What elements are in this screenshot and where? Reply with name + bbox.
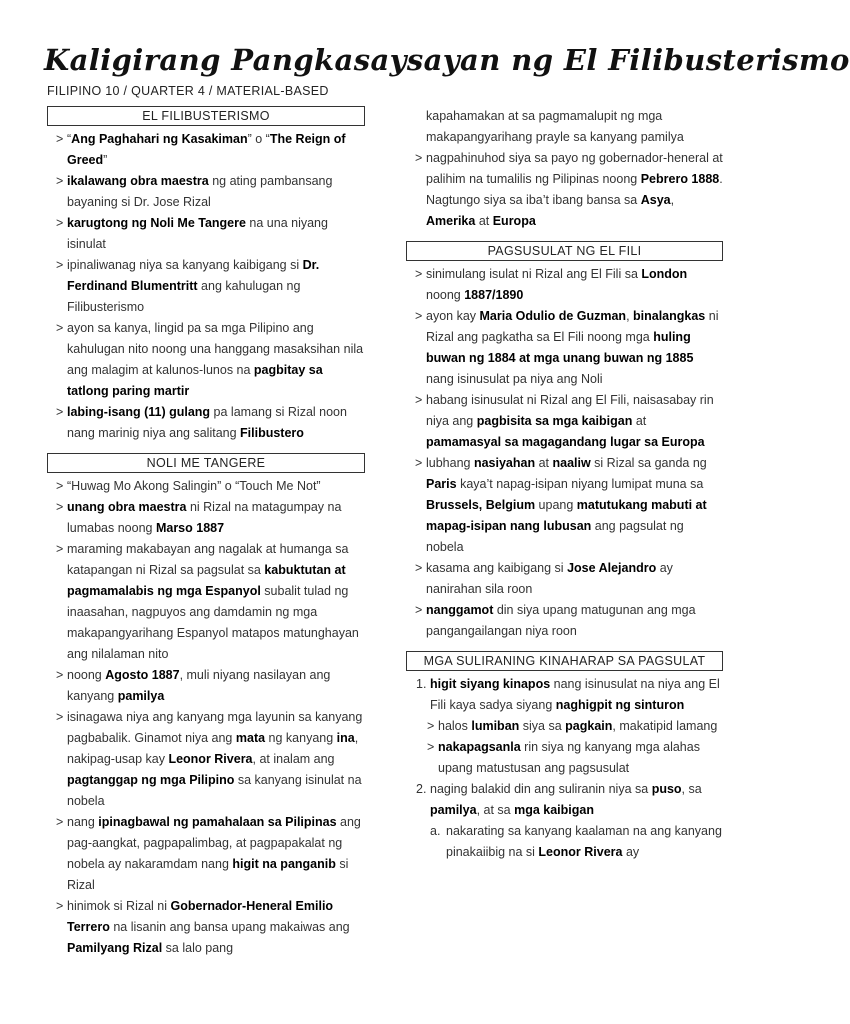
bold-term: matutukang mabuti at mapag-isipan nang lubusan bbox=[426, 498, 707, 533]
text-run: nang bbox=[67, 815, 99, 829]
list-item-text bbox=[67, 710, 362, 808]
bold-term: Europa bbox=[492, 214, 536, 228]
list-item-text bbox=[430, 782, 702, 817]
list-item bbox=[47, 497, 365, 539]
text-run: kapahamakan at sa pagmamalupit ng mga makapangyarihang prayle sa kanyang pamilya bbox=[426, 109, 684, 144]
text-run: pa lamang si Rizal noon nang marinig niya ang salitang bbox=[67, 405, 347, 440]
list-item-text bbox=[67, 815, 361, 892]
bold-term: puso bbox=[651, 782, 682, 796]
bold-term: Asya bbox=[640, 193, 671, 207]
bold-term: nakapagsanla bbox=[438, 740, 521, 754]
bold-term: Maria Odulio de Guzman bbox=[479, 309, 627, 323]
bold-term: pagbitay sa tatlong paring martir bbox=[67, 363, 323, 398]
text-run: noong bbox=[67, 668, 106, 682]
list-item-text bbox=[426, 309, 718, 386]
text-run: , bbox=[670, 193, 675, 207]
text-run: rin siya ng kanyang mga alahas upang matustusan ang pagsusulat bbox=[438, 740, 700, 775]
bullet-marker: > bbox=[56, 174, 64, 188]
bold-term: lumiban bbox=[471, 719, 520, 733]
bold-term: Paris bbox=[426, 477, 457, 491]
bold-term: Jose Alejandro bbox=[567, 561, 657, 575]
bullet-marker: > bbox=[56, 479, 64, 493]
list-item bbox=[47, 896, 365, 959]
text-run: ang kahulugan ng Filibusterismo bbox=[67, 279, 301, 314]
el-fili-list bbox=[47, 129, 365, 444]
bold-term: naghigpit ng sinturon bbox=[555, 698, 685, 712]
bullet-marker: > bbox=[415, 456, 423, 470]
suliranin-item-2a bbox=[406, 821, 723, 863]
section-heading-el-fili: EL FILIBUSTERISMO bbox=[47, 106, 365, 126]
bold-term: Leonor Rivera bbox=[538, 845, 623, 859]
text-run: at bbox=[632, 414, 647, 428]
left-column bbox=[47, 106, 365, 959]
list-item bbox=[406, 600, 723, 642]
text-run: ” bbox=[103, 153, 108, 167]
list-item-text bbox=[67, 258, 319, 314]
text-run: hinimok si Rizal ni bbox=[67, 899, 171, 913]
bullet-marker: > bbox=[415, 561, 423, 575]
list-item bbox=[47, 476, 365, 497]
list-item-text bbox=[438, 719, 717, 733]
text-run: sa kanyang isinulat na nobela bbox=[67, 773, 362, 808]
continuation-text bbox=[406, 106, 723, 148]
text-run: at bbox=[535, 456, 553, 470]
bold-term: labing-isang (11) gulang bbox=[67, 405, 211, 419]
list-item bbox=[47, 707, 365, 812]
bullet-marker: > bbox=[415, 151, 423, 165]
text-run: ay nanirahan sila roon bbox=[426, 561, 673, 596]
bold-term: Marso 1887 bbox=[155, 521, 225, 535]
text-run: ng ating pambansang bayaning si Dr. Jose Rizal bbox=[67, 174, 333, 209]
text-run: maraming makabayan ang nagalak at humanga sa katapangan ni Rizal sa pagsulat sa bbox=[67, 542, 349, 577]
text-run: “ bbox=[67, 132, 72, 146]
bold-term: Amerika bbox=[426, 214, 476, 228]
text-run: sa lalo pang bbox=[162, 941, 234, 955]
text-run: lubhang bbox=[426, 456, 474, 470]
text-run: ay bbox=[622, 845, 640, 859]
text-run: ng kanyang bbox=[265, 731, 337, 745]
bullet-marker: > bbox=[56, 542, 64, 556]
list-item-text bbox=[438, 740, 700, 775]
bullet-marker: > bbox=[427, 740, 435, 754]
text-run: din siya upang matugunan ang mga pangangailangan niya roon bbox=[426, 603, 696, 638]
bold-term: Pebrero 1888 bbox=[640, 172, 720, 186]
bold-term: mga kaibigan bbox=[514, 803, 594, 817]
list-item bbox=[47, 402, 365, 444]
text-run: si Rizal sa ganda ng bbox=[590, 456, 707, 470]
bullet-marker: > bbox=[415, 309, 423, 323]
text-run: , sa bbox=[681, 782, 702, 796]
bullet-marker: > bbox=[415, 267, 423, 281]
bold-term: binalangkas bbox=[633, 309, 706, 323]
text-run: sinimulang isulat ni Rizal ang El Fili sa bbox=[426, 267, 642, 281]
top-list bbox=[406, 148, 723, 232]
bold-term: pagbisita sa mga kaibigan bbox=[476, 414, 633, 428]
noli-list bbox=[47, 476, 365, 959]
bold-term: Filibustero bbox=[240, 426, 304, 440]
bullet-marker: > bbox=[56, 815, 64, 829]
list-item-text bbox=[426, 393, 714, 449]
bullet-marker: > bbox=[56, 405, 64, 419]
bold-term: naaliw bbox=[552, 456, 591, 470]
list-number: 1. bbox=[416, 677, 427, 691]
text-run: ang pagsulat ng nobela bbox=[426, 519, 684, 554]
text-run: ayon kay bbox=[426, 309, 480, 323]
list-item-text bbox=[446, 824, 722, 859]
bold-term: Pamilyang Rizal bbox=[67, 941, 163, 955]
text-run: ni Rizal ang pagkatha sa El Fili noong mga bbox=[426, 309, 719, 344]
bold-term: pagtanggap ng mga Pilipino bbox=[67, 773, 235, 787]
bullet-marker: > bbox=[56, 216, 64, 230]
bold-term: pamilya bbox=[117, 689, 165, 703]
text-run: , bbox=[626, 309, 634, 323]
text-run: nagpahinuhod siya sa payo ng gobernador-heneral at palihim na tumalilis ng Pilipinas noong bbox=[426, 151, 723, 186]
list-item bbox=[406, 716, 723, 737]
list-item-text bbox=[67, 899, 350, 955]
text-run: at bbox=[475, 214, 493, 228]
bold-term: Brussels, Belgium bbox=[426, 498, 536, 512]
list-item-text bbox=[67, 132, 346, 167]
text-run: nang isinusulat na niya ang El Fili kaya sadya siyang bbox=[430, 677, 720, 712]
text-run: “Huwag Mo Akong Salingin” o “Touch Me Not” bbox=[67, 479, 321, 493]
list-item bbox=[47, 812, 365, 896]
text-run: nakarating sa kanyang kaalaman na ang kanyang pinakaiibig na si bbox=[446, 824, 722, 859]
list-letter: a. bbox=[430, 824, 441, 838]
section-heading-pagsusulat: PAGSUSULAT NG EL FILI bbox=[406, 241, 723, 261]
bold-term: unang obra maestra bbox=[67, 500, 187, 514]
suliranin-item-1 bbox=[406, 674, 723, 716]
text-run: na una niyang isinulat bbox=[67, 216, 328, 251]
bold-term: ikalawang obra maestra bbox=[67, 174, 209, 188]
list-item bbox=[406, 306, 723, 390]
list-item bbox=[406, 453, 723, 558]
bullet-marker: > bbox=[56, 899, 64, 913]
bold-term: pamamasyal sa magagandang lugar sa Europa bbox=[426, 435, 705, 449]
bold-term: pagkain bbox=[565, 719, 613, 733]
text-run: ni Rizal na matagumpay na lumabas noong bbox=[67, 500, 342, 535]
bold-term: huling buwan ng 1884 at mga unang buwan ng 1885 bbox=[426, 330, 694, 365]
text-run: , at sa bbox=[476, 803, 515, 817]
text-run: ang pag-aangkat, pagpapalimbag, at pagpapakalat ng nobela ay nakaramdam nang bbox=[67, 815, 361, 871]
text-run: siya sa bbox=[519, 719, 566, 733]
list-item bbox=[47, 665, 365, 707]
list-item-text bbox=[430, 677, 720, 712]
list-item bbox=[406, 558, 723, 600]
list-item bbox=[47, 171, 365, 213]
bold-term: 1887/1890 bbox=[464, 288, 524, 302]
list-item-text bbox=[67, 216, 328, 251]
text-run: ipinaliwanag niya sa kanyang kaibigang si bbox=[67, 258, 303, 272]
text-run: kaya’t napag-isipan niyang lumipat muna sa bbox=[456, 477, 704, 491]
bold-term: higit siyang kinapos bbox=[430, 677, 551, 691]
text-run: nang isinusulat pa niya ang Noli bbox=[426, 372, 603, 386]
text-run: ayon sa kanya, lingid pa sa mga Pilipino ang kahulugan nito noong una hanggang masaksihan nila ang malagim at kalunos-lunos na bbox=[67, 321, 364, 377]
list-item-text bbox=[426, 456, 707, 554]
bold-term: The Reign of Greed bbox=[67, 132, 346, 167]
list-item-text bbox=[67, 668, 330, 703]
text-run: na lisanin ang bansa upang makaiwas ang bbox=[109, 920, 350, 934]
bullet-marker: > bbox=[56, 321, 64, 335]
bold-term: kabuktutan at pagmamalabis ng mga Espanyol bbox=[67, 563, 346, 598]
list-item-text bbox=[67, 405, 347, 440]
suliranin-1-sublist bbox=[406, 716, 723, 779]
text-run: upang bbox=[535, 498, 577, 512]
section-heading-suliranin: MGA SULIRANING KINAHARAP SA PAGSULAT bbox=[406, 651, 723, 671]
text-run: halos bbox=[438, 719, 472, 733]
bullet-marker: > bbox=[427, 719, 435, 733]
text-run: noong bbox=[426, 288, 465, 302]
text-run: , nakipag-usap kay bbox=[67, 731, 359, 766]
bold-term: ina bbox=[336, 731, 355, 745]
text-run: ” o “ bbox=[247, 132, 270, 146]
list-item-text bbox=[426, 603, 696, 638]
bold-term: London bbox=[641, 267, 688, 281]
bullet-marker: > bbox=[56, 132, 64, 146]
section-heading-noli: NOLI ME TANGERE bbox=[47, 453, 365, 473]
list-item bbox=[47, 318, 365, 402]
bold-term: Agosto 1887 bbox=[105, 668, 180, 682]
text-run: , muli niyang nasilayan ang kanyang bbox=[67, 668, 331, 703]
list-item-text bbox=[67, 542, 359, 661]
list-item bbox=[406, 390, 723, 453]
list-item-text bbox=[426, 561, 673, 596]
list-item bbox=[406, 264, 723, 306]
list-item-text bbox=[426, 267, 687, 302]
bold-term: nasiyahan bbox=[473, 456, 536, 470]
text-run: isinagawa niya ang kanyang mga layunin sa kanyang pagbabalik. Ginamot niya ang bbox=[67, 710, 363, 745]
bullet-marker: > bbox=[415, 393, 423, 407]
list-item bbox=[47, 213, 365, 255]
bold-term: ipinagbawal ng pamahalaan sa Pilipinas bbox=[98, 815, 337, 829]
page-subtitle: FILIPINO 10 / QUARTER 4 / MATERIAL-BASED bbox=[47, 84, 329, 98]
list-item bbox=[406, 737, 723, 779]
bold-term: higit na panganib bbox=[232, 857, 336, 871]
right-column bbox=[406, 106, 723, 863]
pagsusulat-list bbox=[406, 264, 723, 642]
list-item-text bbox=[67, 500, 341, 535]
text-run: kasama ang kaibigang si bbox=[426, 561, 568, 575]
bold-term: Ang Paghahari ng Kasakiman bbox=[71, 132, 248, 146]
list-item-text bbox=[67, 479, 321, 493]
list-item bbox=[47, 255, 365, 318]
text-run: . Nagtungo siya sa iba’t ibang bansa sa bbox=[426, 172, 723, 207]
page-title: Kaligirang Pangkasaysayan ng El Filibusterismo bbox=[44, 43, 850, 77]
list-number: 2. bbox=[416, 782, 427, 796]
bold-term: karugtong ng Noli Me Tangere bbox=[67, 216, 246, 230]
bullet-marker: > bbox=[56, 258, 64, 272]
bold-term: Dr. Ferdinand Blumentritt bbox=[67, 258, 320, 293]
text-run: naging balakid din ang suliranin niya sa bbox=[430, 782, 652, 796]
list-item bbox=[47, 129, 365, 171]
text-run: habang isinusulat ni Rizal ang El Fili, naisasabay rin niya ang bbox=[426, 393, 714, 428]
bullet-marker: > bbox=[56, 500, 64, 514]
bold-term: mata bbox=[235, 731, 266, 745]
bullet-marker: > bbox=[56, 710, 64, 724]
bold-term: nanggamot bbox=[426, 603, 494, 617]
text-run: si Rizal bbox=[67, 857, 349, 892]
bold-term: Leonor Rivera bbox=[168, 752, 253, 766]
list-item-text bbox=[67, 174, 332, 209]
bullet-marker: > bbox=[56, 668, 64, 682]
list-item-text bbox=[426, 151, 723, 228]
suliranin-item-2 bbox=[406, 779, 723, 821]
bold-term: Gobernador-Heneral Emilio Terrero bbox=[67, 899, 334, 934]
list-item bbox=[406, 148, 723, 232]
list-item-text bbox=[67, 321, 363, 398]
text-run: , at inalam ang bbox=[252, 752, 335, 766]
list-item bbox=[47, 539, 365, 665]
bold-term: pamilya bbox=[430, 803, 477, 817]
bullet-marker: > bbox=[415, 603, 423, 617]
text-run: , makatipid lamang bbox=[612, 719, 718, 733]
text-run: subalit tulad ng inaasahan, nagpuyos ang damdamin ng mga makapangyarihang Espanyol matapos matunghayan ang nilalaman nito bbox=[67, 584, 359, 661]
